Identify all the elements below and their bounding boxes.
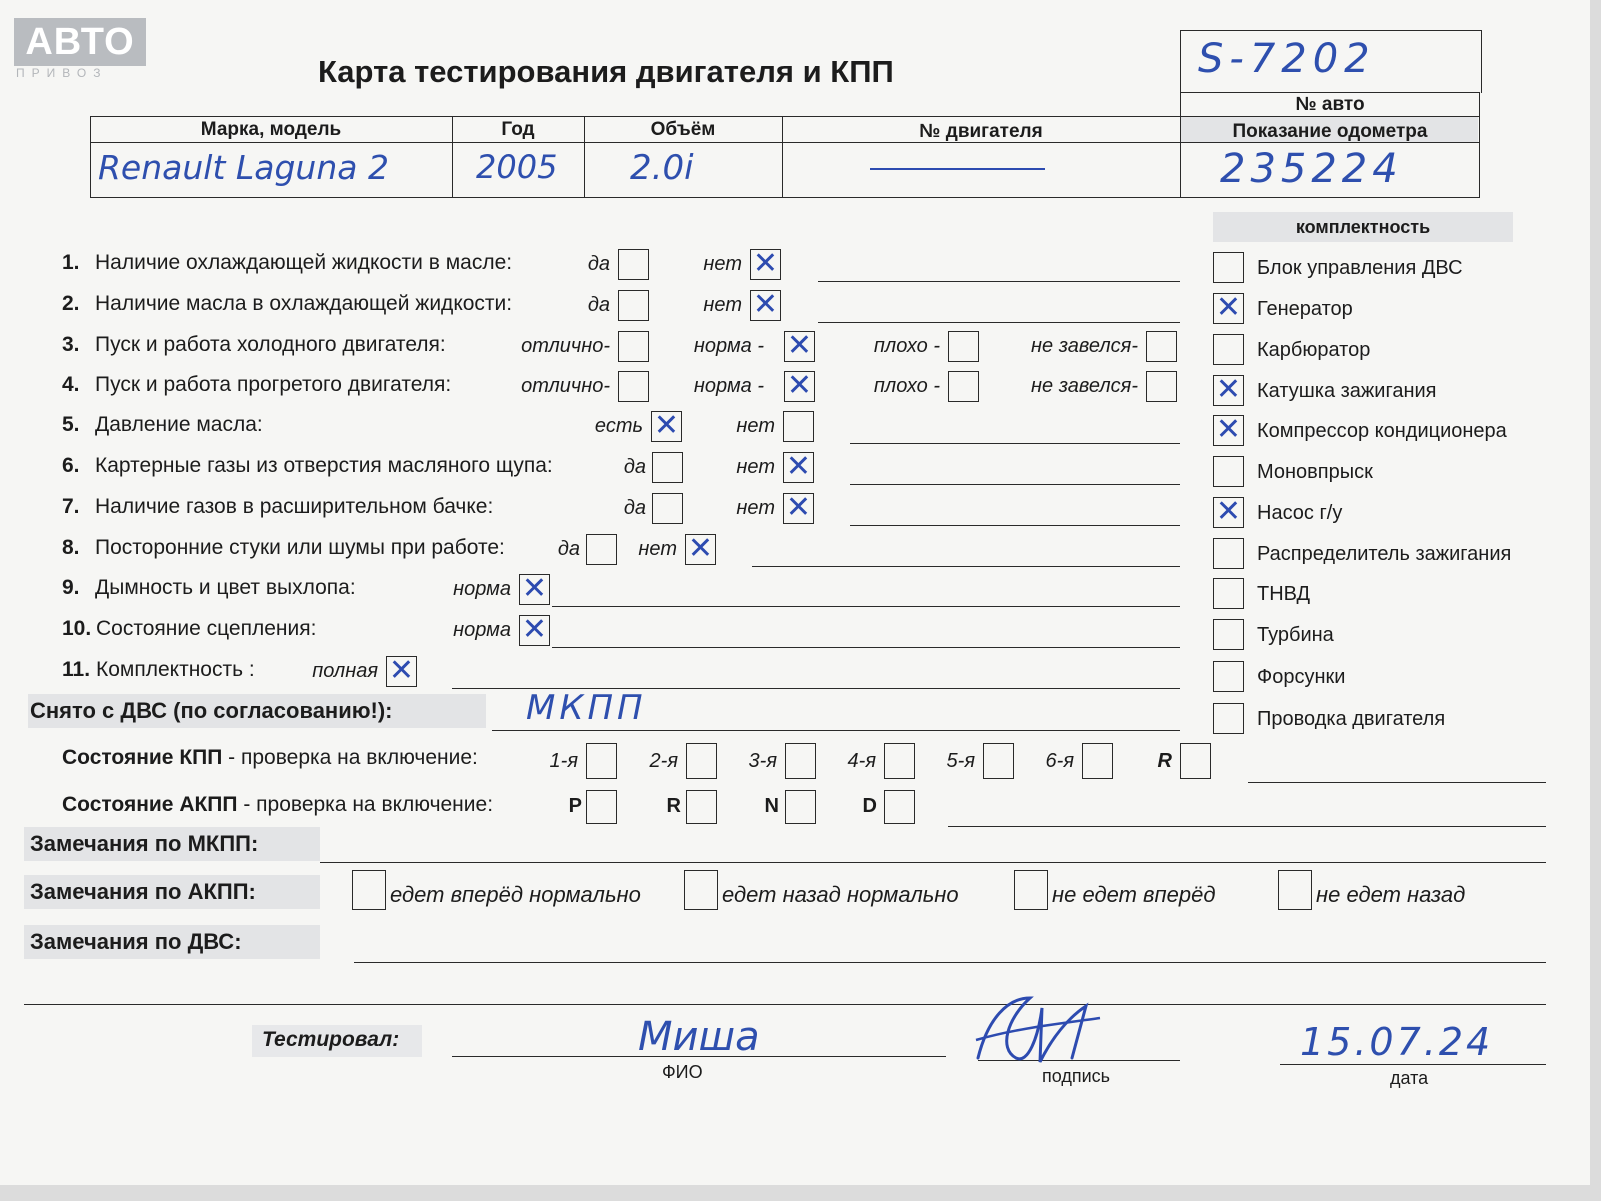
completeness-checkbox[interactable] [1213, 456, 1244, 487]
question-text: Наличие масла в охлаждающей жидкости: [95, 292, 513, 315]
kpp-gear-label: 5-я [946, 750, 975, 772]
akpp-label-rest: - проверка на включение: [237, 793, 494, 816]
auto-no-label: № авто [1295, 94, 1365, 115]
date-caption: дата [1390, 1068, 1429, 1088]
option-label: не завелся- [1031, 375, 1138, 397]
option-checkbox[interactable] [1146, 371, 1177, 402]
completeness-item-label: Форсунки [1257, 666, 1346, 688]
answer-line [850, 484, 1180, 485]
akpp-remark-checkbox[interactable] [684, 870, 718, 910]
completeness-item-label: ТНВД [1257, 583, 1311, 605]
name-caption: ФИО [662, 1062, 703, 1082]
option-label: норма [453, 578, 511, 600]
akpp-remark-label: не едет назад [1316, 882, 1466, 907]
option-label: нет [736, 456, 775, 478]
completeness-checkbox[interactable] [1213, 578, 1244, 609]
akpp-gear-checkbox[interactable] [686, 790, 717, 824]
option-label: нет [703, 294, 742, 316]
kpp-gear-label: 1-я [549, 750, 578, 772]
question-text: Давление масла: [95, 413, 263, 436]
akpp-gear-checkbox[interactable] [586, 790, 617, 824]
completeness-checkbox[interactable] [1213, 334, 1244, 365]
option-label: не завелся- [1031, 335, 1138, 357]
akpp-gear-label: D [862, 795, 877, 817]
question-number: 10. [62, 617, 92, 640]
kpp-gear-label: 6-я [1045, 750, 1074, 772]
brand-logo: АВТО [14, 18, 146, 66]
question-text: Дымность и цвет выхлопа: [95, 576, 356, 599]
option-label: есть [594, 415, 643, 437]
option-checkbox[interactable] [783, 452, 814, 483]
completeness-item-label: Компрессор кондиционера [1257, 420, 1507, 442]
option-label: плохо - [873, 335, 940, 357]
kpp-gear-label: 2-я [649, 750, 678, 772]
completeness-item-label: Катушка зажигания [1257, 380, 1437, 402]
question-text: Наличие охлаждающей жидкости в масле: [95, 251, 513, 274]
question-number: 1. [62, 251, 80, 274]
kpp-gear-label: R [1157, 750, 1172, 772]
option-label: норма [453, 619, 511, 641]
kpp-gear-label: 3-я [748, 750, 777, 772]
header-table [90, 92, 1480, 198]
removed-value: МКПП [526, 688, 647, 728]
option-label: нет [736, 497, 775, 519]
completeness-checkbox[interactable] [1213, 497, 1244, 528]
akpp-label-bold: Состояние АКПП [62, 793, 238, 816]
option-label: да [587, 253, 610, 275]
akpp-gear-checkbox[interactable] [785, 790, 816, 824]
completeness-item-label: Насос г/у [1257, 502, 1343, 524]
option-checkbox[interactable] [519, 615, 550, 646]
kpp-label-bold: Состояние КПП [62, 746, 223, 769]
akpp-gear-label: N [764, 795, 779, 817]
question-text: Посторонние стуки или шумы при работе: [95, 536, 505, 559]
answer-line [850, 443, 1180, 444]
completeness-item-label: Генератор [1257, 298, 1353, 320]
completeness-item-label: Проводка двигателя [1257, 708, 1446, 730]
akpp-gear-label: P [568, 795, 582, 817]
kpp-label [62, 746, 478, 770]
completeness-checkbox[interactable] [1213, 293, 1244, 324]
kpp-gear-checkbox[interactable] [1180, 743, 1211, 779]
question-number: 2. [62, 292, 80, 315]
completeness-checkbox[interactable] [1213, 375, 1244, 406]
tested-label: Тестировал: [262, 1028, 400, 1051]
completeness-checkbox[interactable] [1213, 538, 1244, 569]
remarks-akpp-label: Замечания по АКПП: [30, 879, 256, 904]
question-text: Комплектность : [96, 658, 255, 681]
year-value: 2005 [476, 148, 558, 186]
brand-value: Renault Laguna 2 [98, 148, 389, 187]
question-number: 7. [62, 495, 80, 518]
completeness-checkbox[interactable] [1213, 415, 1244, 446]
akpp-gear-label: R [666, 795, 681, 817]
question-number: 5. [62, 413, 80, 436]
akpp-remark-label: не едет вперёд [1052, 882, 1216, 907]
option-label: нет [736, 415, 775, 437]
completeness-checkbox[interactable] [1213, 703, 1244, 734]
odometer-value: 235224 [1220, 146, 1403, 192]
option-checkbox[interactable] [948, 371, 979, 402]
option-checkbox[interactable] [386, 656, 417, 687]
question-number: 8. [62, 536, 80, 559]
answer-line [552, 606, 1180, 607]
option-checkbox[interactable] [783, 411, 814, 442]
question-text: Картерные газы из отверстия масляного щупа: [95, 454, 553, 477]
brand-logo-sub: ПРИВОЗ [16, 66, 108, 80]
option-label: да [623, 497, 646, 519]
question-number: 9. [62, 576, 80, 599]
engine-no-col-header: № двигателя [919, 121, 1043, 142]
answer-line [752, 566, 1180, 567]
engine-no-dash [870, 168, 1045, 170]
question-number: 11. [62, 658, 91, 681]
completeness-item-label: Распределитель зажигания [1257, 543, 1512, 565]
akpp-remark-checkbox[interactable] [352, 870, 386, 910]
question-text: Состояние сцепления: [96, 617, 317, 640]
answer-line [552, 647, 1180, 648]
answer-line [850, 525, 1180, 526]
completeness-item-label: Блок управления ДВС [1257, 257, 1463, 279]
option-checkbox[interactable] [519, 574, 550, 605]
removed-label: Снято с ДВС (по согласованию!): [30, 698, 393, 723]
option-label: отлично- [521, 375, 610, 397]
option-label: норма - [693, 335, 764, 357]
question-number: 4. [62, 373, 80, 396]
akpp-remark-label: едет назад нормально [722, 882, 959, 907]
option-label: плохо - [873, 375, 940, 397]
question-text: Наличие газов в расширительном бачке: [95, 495, 494, 518]
tester-name: Миша [638, 1014, 760, 1060]
card-id-value: S-7202 [1198, 36, 1376, 82]
option-label: норма - [693, 375, 764, 397]
question-number: 6. [62, 454, 80, 477]
answer-line [818, 281, 1180, 282]
option-label: нет [638, 538, 677, 560]
option-checkbox[interactable] [750, 249, 781, 280]
date-value: 15.07.24 [1300, 1020, 1494, 1064]
completeness-checkbox[interactable] [1213, 661, 1244, 692]
year-col-header: Год [501, 119, 535, 140]
completeness-checkbox[interactable] [1213, 619, 1244, 650]
option-checkbox[interactable] [750, 290, 781, 321]
signature-mark [968, 978, 1108, 1072]
option-label: нет [703, 253, 742, 275]
kpp-gear-label: 4-я [847, 750, 876, 772]
question-text: Пуск и работа холодного двигателя: [95, 333, 446, 356]
odometer-col-header: Показание одометра [1232, 121, 1428, 142]
option-checkbox[interactable] [948, 331, 979, 362]
option-label: да [623, 456, 646, 478]
page-title: Карта тестирования двигателя и КПП [318, 54, 894, 89]
completeness-item-label: Моновпрыск [1257, 461, 1373, 483]
question-text: Пуск и работа прогретого двигателя: [95, 373, 452, 396]
akpp-remark-checkbox[interactable] [1278, 870, 1312, 910]
option-label: да [557, 538, 580, 560]
completeness-item-label: Турбина [1257, 624, 1334, 646]
remarks-mkpp-label: Замечания по МКПП: [30, 831, 259, 856]
option-checkbox[interactable] [685, 534, 716, 565]
akpp-label [62, 793, 493, 817]
question-number: 3. [62, 333, 80, 356]
completeness-checkbox[interactable] [1213, 252, 1244, 283]
signature-caption: подпись [1042, 1066, 1111, 1086]
completeness-title: комплектность [1213, 212, 1513, 242]
option-checkbox[interactable] [1146, 331, 1177, 362]
remarks-dvs-label: Замечания по ДВС: [30, 929, 242, 954]
option-label: полная [312, 660, 378, 682]
kpp-label-rest: - проверка на включение: [222, 746, 478, 769]
akpp-remark-checkbox[interactable] [1014, 870, 1048, 910]
option-label: отлично- [521, 335, 610, 357]
completeness-item-label: Карбюратор [1257, 339, 1371, 361]
volume-value: 2.0i [630, 148, 694, 188]
option-checkbox[interactable] [783, 493, 814, 524]
akpp-remark-label: едет вперёд нормально [390, 882, 641, 907]
answer-line [818, 322, 1180, 323]
brand-col-header: Марка, модель [200, 119, 342, 140]
akpp-gear-checkbox[interactable] [884, 790, 915, 824]
option-label: да [587, 294, 610, 316]
volume-col-header: Объём [650, 119, 716, 140]
